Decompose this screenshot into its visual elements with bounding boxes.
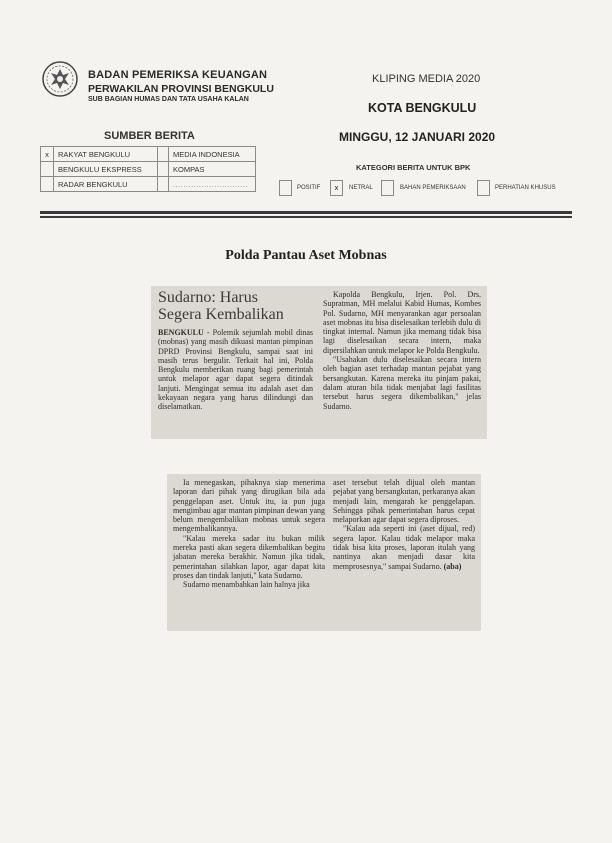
city-title: KOTA BENGKULU (368, 101, 477, 115)
dateline: BENGKULU (158, 328, 204, 337)
org-name: BADAN PEMERIKSA KEUANGAN (88, 69, 268, 81)
byline: (aba) (443, 561, 462, 571)
article-paragraph: Ia menegaskan, pihaknya siap menerima laporan dari pihak yang dirugikan bila ada penggelapan aset. Untuk itu, ia pun juga mengimbau agar mantan pimpinan dewan yang belum mengembalikan mobnas untuk segera mengembalikannya. (173, 478, 325, 534)
quote-text: "Kalau ada seperti ini (aset dijual, red) segera lapor. Kalau tidak melapor maka tidak bisa kita proses, laporan itulah yang nantinya akan menjadi dasar kita memprosesnya," sampai Sudarno. (333, 524, 475, 571)
category-checkbox-netral: x (330, 180, 343, 196)
article-column-1 (158, 328, 313, 412)
clipping-title-line: Sudarno: Harus (158, 289, 258, 306)
source-row (41, 162, 256, 177)
category-label-netral: NETRAL (349, 185, 373, 191)
article-paragraph (158, 328, 313, 412)
lead-text: - Polemik sejumlah mobil dinas (mobnas) yang masih dikuasi mantan pimpinan DPRD Provinsi Bengkulu, sampai saat ini masih terus bergulir. Terkait hal ini, Polda Bengkulu memberikan ruang bagi pemerintah untuk melapor agar dapat segera ditindak lanjuti. Mengingat semua itu adalah aset dan kekayaan negara yang harus dilindungi dan diselamatkan. (158, 328, 313, 412)
article-column-4 (333, 478, 475, 571)
category-checkbox-bahan-pemeriksaan (381, 180, 394, 196)
article-paragraph: "Usahakan dulu diselesaikan secara intern oleh bagian aset terhadap mantan pejabat yang bersangkutan. Karena mereka itu pinjam pakai, dalam aturan bila tidak menjabat lagi fasilitas tersebut harus segera dikembalikan," jelas Sudarno. (323, 355, 481, 411)
source-mark (158, 162, 169, 177)
source-row (41, 147, 256, 162)
category-label-perhatian-khusus: PERHATIAN KHUSUS (495, 185, 556, 191)
category-checkbox-perhatian-khusus (477, 180, 490, 196)
article-headline: Polda Pantau Aset Mobnas (225, 248, 387, 263)
source-mark (158, 177, 169, 192)
source-row (41, 177, 256, 192)
clipping-title (158, 289, 284, 323)
sources-title: SUMBER BERITA (104, 130, 195, 142)
source-mark (158, 147, 169, 162)
kliping-title: KLIPING MEDIA 2020 (372, 73, 481, 85)
header-divider (40, 216, 572, 218)
org-subdivision: SUB BAGIAN HUMAS DAN TATA USAHA KALAN (88, 96, 249, 103)
article-column-3 (173, 478, 325, 590)
source-name: RAKYAT BENGKULU (54, 147, 158, 162)
date-line: MINGGU, 12 JANUARI 2020 (339, 130, 496, 144)
article-paragraph: "Kalau mereka sadar itu bukan milik mereka pasti akan segera dikembalikan begitu jabatan mereka berakhir. Namun jika tidak, pemerintahan silahkan lapor, agar dapat kita proses dan tindak lanjuti," kata Sudarno. (173, 533, 325, 580)
news-clipping-bottom (167, 474, 481, 631)
clipping-title-line: Segera Kembalikan (158, 306, 284, 323)
article-paragraph (333, 524, 475, 570)
category-title: KATEGORI BERITA UNTUK BPK (356, 163, 471, 172)
source-name: RADAR BENGKULU (54, 177, 158, 192)
source-name-blank: ............................. (169, 177, 256, 192)
source-mark (41, 162, 54, 177)
category-label-bahan-pemeriksaan: BAHAN PEMERIKSAAN (400, 185, 466, 191)
bpk-garuda-logo-icon (41, 60, 79, 98)
source-name: BENGKULU EKSPRESS (54, 162, 158, 177)
category-checkbox-positif (279, 180, 292, 196)
org-branch: PERWAKILAN PROVINSI BENGKULU (88, 83, 274, 95)
article-column-2 (323, 290, 481, 411)
header-divider (40, 211, 572, 214)
news-clipping-top (151, 286, 487, 439)
article-paragraph: aset tersebut telah dijual oleh mantan pejabat yang bersangkutan, perkaranya akan menjadi lain, mengarah ke penggelapan. Sehingga pihak pemerintahan harus cepat melaporkan agar dapat segera diproses. (333, 478, 475, 525)
article-paragraph: Sudarno menambahkan lain halnya jika (183, 580, 310, 590)
source-name: KOMPAS (169, 162, 256, 177)
source-mark: x (41, 147, 54, 162)
source-name: MEDIA INDONESIA (169, 147, 256, 162)
category-label-positif: POSITIF (297, 185, 321, 191)
source-mark (41, 177, 54, 192)
article-paragraph: Kapolda Bengkulu, Irjen. Pol. Drs. Supratman, MH melalui Kabid Humas, Kombes Pol. Sudarno, MH menyarankan agar persoalan aset mobnas itu bisa diselesaikan terlebih dulu di tingkat internal. Namun jika memang tidak bisa lagi diselesaikan secara intern, maka dipersilahkan untuk melapor ke Polda Bengkulu. (323, 290, 481, 355)
sources-table (40, 146, 256, 192)
